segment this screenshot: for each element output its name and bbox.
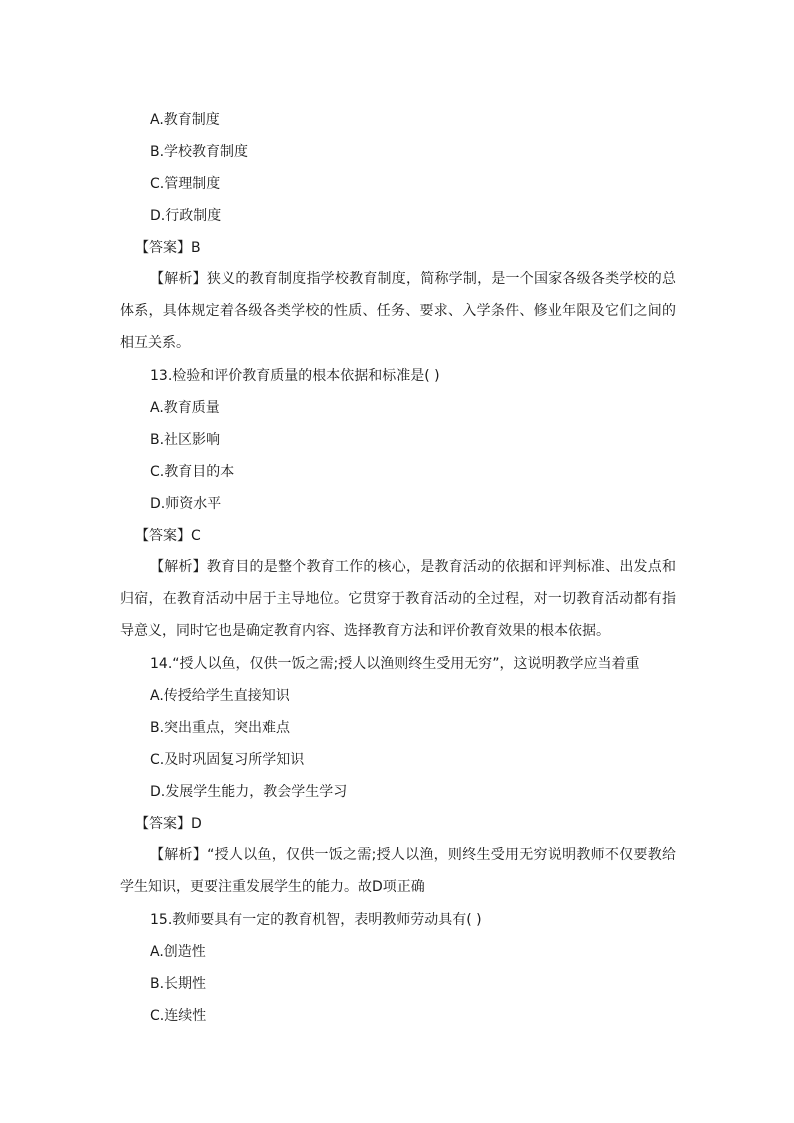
q15-question: 15.教师要具有一定的教育机智，表明教师劳动具有( ) [150,912,482,928]
q15-option-c: C.连续性 [150,1008,207,1024]
q14-option-c: C.及时巩固复习所学知识 [150,752,305,768]
q14-analysis: 【解析】“授人以鱼，仅供一饭之需;授人以渔，则终生受用无穷说明教师不仅要教给学生知识，更要注重发展学生的能力。故D项正确 [120,847,676,895]
q14-option-a: A.传授给学生直接知识 [150,688,290,704]
q12-answer: 【答案】B [135,240,201,256]
q12-option-a: A.教育制度 [150,112,220,128]
q12-analysis: 【解析】狭义的教育制度指学校教育制度，简称学制，是一个国家各级各类学校的总体系，具体规定着各级各类学校的性质、任务、要求、入学条件、修业年限及它们之间的相互关系。 [120,271,676,351]
q12-option-c: C.管理制度 [150,176,221,192]
q12-option-d: D.行政制度 [150,208,222,224]
q12-option-b: B.学校教育制度 [150,144,249,160]
q14-option-d: D.发展学生能力，教会学生学习 [150,784,348,800]
q15-option-a: A.创造性 [150,944,206,960]
q14-question: 14.“授人以鱼，仅供一饭之需;授人以渔则终生受用无穷”，这说明教学应当着重 [150,656,640,672]
q14-option-b: B.突出重点，突出难点 [150,720,291,736]
q13-question: 13.检验和评价教育质量的根本依据和标准是( ) [150,368,440,384]
q14-answer: 【答案】D [135,816,202,832]
q13-option-c: C.教育目的本 [150,464,235,480]
q13-option-b: B.社区影响 [150,432,221,448]
q13-option-a: A.教育质量 [150,400,220,416]
q13-option-d: D.师资水平 [150,496,222,512]
q15-option-b: B.长期性 [150,976,207,992]
q13-answer: 【答案】C [135,528,201,544]
q13-analysis: 【解析】教育目的是整个教育工作的核心，是教育活动的依据和评判标准、出发点和归宿，在教育活动中居于主导地位。它贯穿于教育活动的全过程，对一切教育活动都有指导意义，同时它也是确定教育内容、选择教育方法和评价教育效果的根本依据。 [120,559,676,639]
